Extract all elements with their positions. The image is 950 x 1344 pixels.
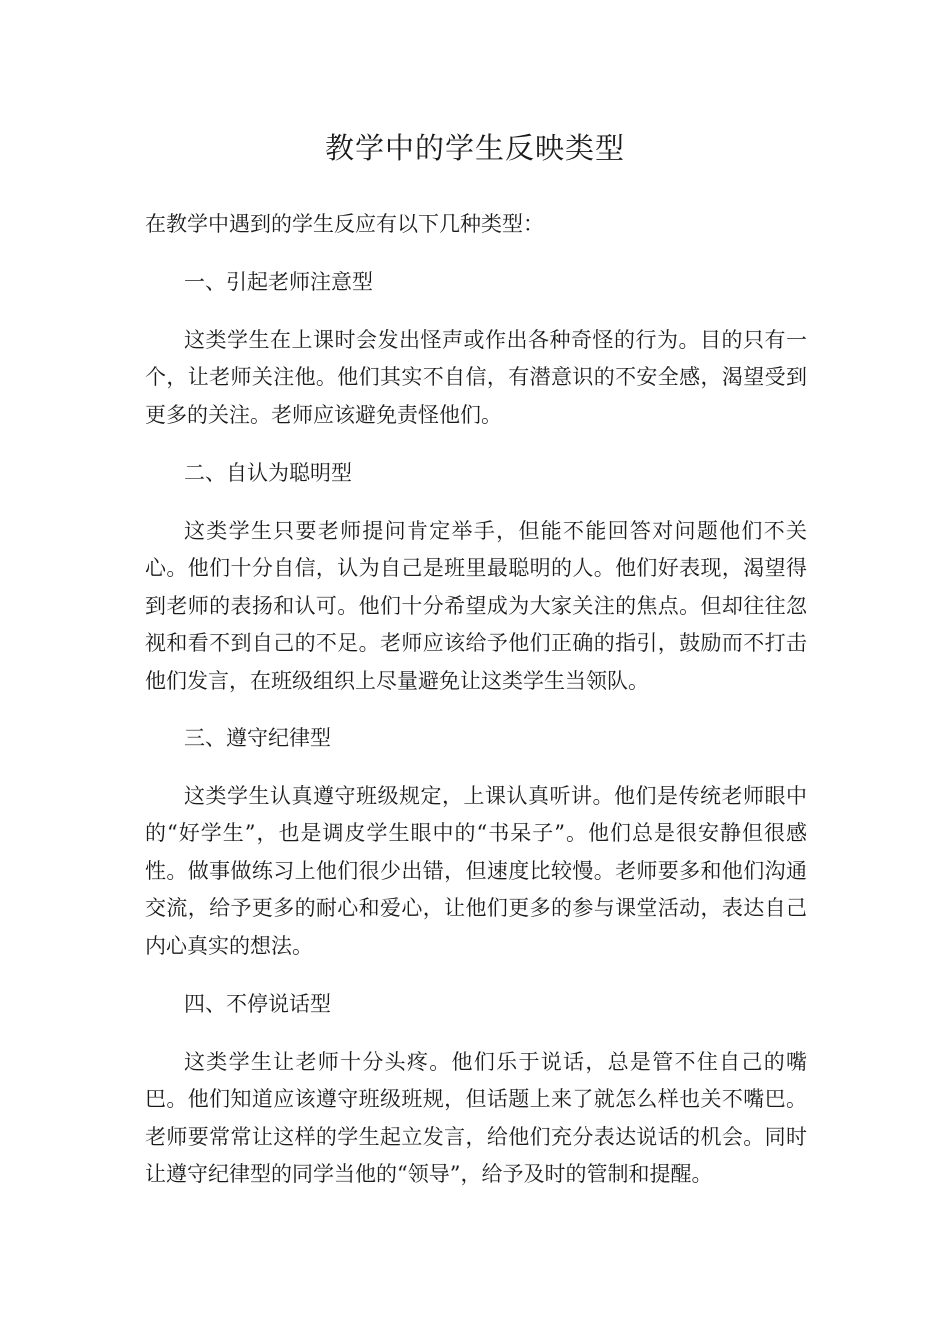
section-body-4: 这类学生让老师十分头疼。他们乐于说话，总是管不住自己的嘴巴。他们知道应该遵守班级班规，但话题上来了就怎么样也关不嘴巴。老师要常常让这样的学生起立发言，给他们充分表达说话的机会。同时让遵守纪律型的同学当他的“领导”，给予及时的管制和提醒。 xyxy=(145,1050,807,1187)
section-body-2: 这类学生只要老师提问肯定举手，但能不能回答对问题他们不关心。他们十分自信，认为自己是班里最聪明的人。他们好表现，渴望得到老师的表扬和认可。他们十分希望成为大家关注的焦点。但却往往忽视和看不到自己的不足。老师应该给予他们正确的指引，鼓励而不打击他们发言，在班级组织上尽量避免让这类学生当领队。 xyxy=(145,519,807,693)
section-body-1: 这类学生在上课时会发出怪声或作出各种奇怪的行为。目的只有一个，让老师关注他。他们其实不自信，有潜意识的不安全感，渴望受到更多的关注。老师应该避免责怪他们。 xyxy=(145,328,807,427)
section-body-3: 这类学生认真遵守班级规定，上课认真听讲。他们是传统老师眼中的“好学生”，也是调皮学生眼中的“书呆子”。他们总是很安静但很感性。做事做练习上他们很少出错，但速度比较慢。老师要多和他们沟通交流，给予更多的耐心和爱心，让他们更多的参与课堂活动，表达自己内心真实的想法。 xyxy=(145,784,807,958)
intro-text: 在教学中遇到的学生反应有以下几种类型： xyxy=(145,212,544,236)
document-title: 教学中的学生反映类型 xyxy=(324,131,625,165)
section-heading-4: 四、不停说话型 xyxy=(184,992,331,1016)
section-heading-3: 三、遵守纪律型 xyxy=(184,726,331,750)
section-heading-2: 二、自认为聪明型 xyxy=(184,461,352,485)
section-heading-1: 一、引起老师注意型 xyxy=(184,270,373,294)
